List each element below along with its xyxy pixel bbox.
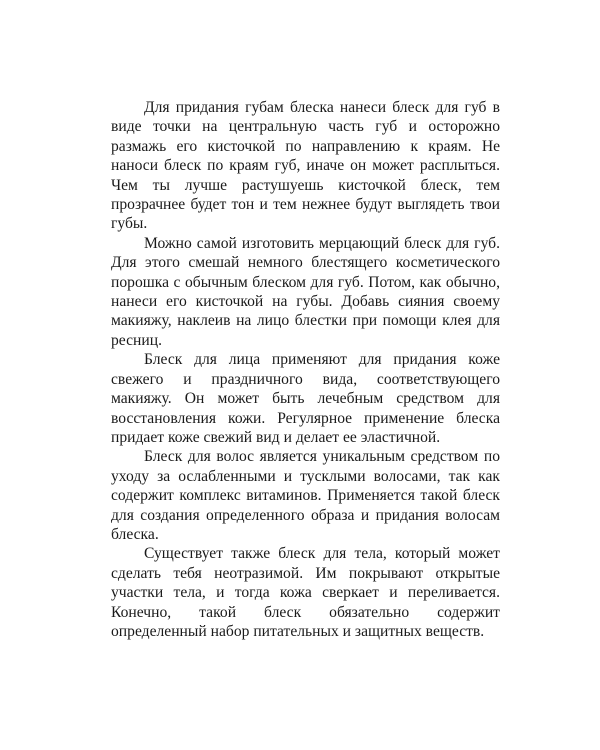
paragraph-lip-gloss-application: Для придания губам блеска нанеси блеск для губ в виде точки на центральную часть губ и осторожно размажь его кисточкой по направлению к краям. Не наноси блеск по краям губ, иначе он может расплыться. Чем ты лучше растушуешь кисточкой блеск, тем прозрачнее будет тон и тем нежнее будут выглядеть твои губы. xyxy=(111,99,500,233)
paragraph-shimmer-gloss: Можно самой изготовить мерцающий блеск для губ. Для этого смешай немного блестящего косметического порошка с обычным блеском для губ. Потом, как обычно, нанеси его кисточкой на губы. Добавь сияния своему макияжу, наклеив на лицо блестки при помощи клея для ресниц. xyxy=(111,234,500,349)
paragraph-hair-gloss: Блеск для волос является уникальным средством по уходу за ослабленными и тусклыми волосами, так как содержит комплекс витаминов. Применяется такой блеск для создания определенного образа и придания волосам блеска. xyxy=(111,448,500,543)
body-text xyxy=(111,98,500,641)
paragraph-body-gloss: Существует также блеск для тела, который может сделать тебя неотразимой. Им покрывают открытые участки тела, и тогда кожа сверкает и переливается. Конечно, такой блеск обязательно содержит определенный набор питательных и защитных веществ. xyxy=(111,545,500,640)
paragraph-face-gloss: Блеск для лица применяют для придания коже свежего и праздничного вида, соответствующего макияжу. Он может быть лечебным средством для восстановления кожи. Регулярное применение блеска придает коже свежий вид и делает ее эластичной. xyxy=(111,351,500,446)
